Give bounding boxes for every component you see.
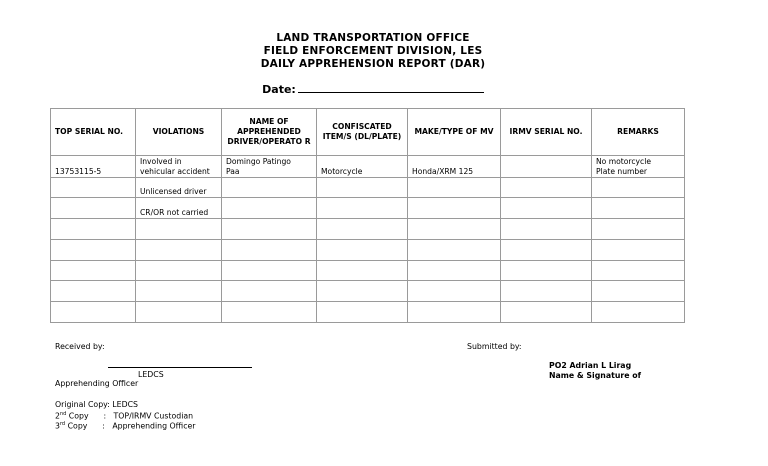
table-row (51, 260, 685, 281)
table-row (51, 219, 685, 240)
original-copy-note: Original Copy: LEDCS (55, 400, 138, 409)
cell-irmv-serial (501, 155, 592, 177)
cell-confiscated (317, 155, 408, 177)
third-copy-note: 3rd Copy : Apprehending Officer (55, 421, 196, 431)
cell-violation (136, 198, 222, 219)
table-row (51, 198, 685, 219)
cell-top-serial (51, 155, 136, 177)
date-blank-line (298, 81, 484, 93)
submitted-by-label: Submitted by: (467, 342, 522, 351)
second-copy-note: 2nd Copy : TOP/IRMV Custodian (55, 411, 194, 421)
office-title: LAND TRANSPORTATION OFFICE (276, 32, 470, 44)
header-driver-name: NAME OF APPREHENDED DRIVER/OPERATO R (222, 109, 317, 156)
make-type-value: Honda/XRM 125 (412, 166, 474, 176)
header-irmv-serial: IRMV SERIAL NO. (501, 109, 592, 156)
received-signature-line (108, 367, 252, 368)
received-by-label: Received by: (55, 342, 105, 351)
driver-name-line-2: Paa (226, 166, 240, 176)
report-header (0, 32, 746, 71)
header-top-serial: TOP SERIAL NO. (51, 109, 136, 156)
name-signature-label: Name & Signature of (549, 371, 641, 380)
ledcs-label: LEDCS (138, 370, 164, 379)
table-row (51, 281, 685, 302)
header-remarks: REMARKS (592, 109, 685, 156)
cell-make-type (408, 155, 501, 177)
remarks-line-2: Plate number (596, 166, 648, 176)
division-title: FIELD ENFORCEMENT DIVISION, LES (263, 45, 483, 57)
table-row (51, 239, 685, 260)
header-confiscated: CONFISCATED ITEM/S (DL/PLATE) (317, 109, 408, 156)
date-row (0, 81, 746, 96)
date-label: Date: (262, 83, 296, 96)
header-violations: VIOLATIONS (136, 109, 222, 156)
officer-name: PO2 Adrian L Lirag (549, 361, 632, 370)
violation-line-2: vehicular accident (140, 166, 210, 176)
table-row (51, 177, 685, 198)
cell-violation (136, 177, 222, 198)
remarks-line-1: No motorcycle (596, 156, 651, 166)
violation-value: Unlicensed driver (140, 187, 207, 197)
table-row (51, 155, 685, 177)
table-header-row (51, 109, 685, 156)
table-row (51, 302, 685, 323)
cell-violation (136, 155, 222, 177)
report-title: DAILY APPREHENSION REPORT (DAR) (260, 58, 486, 70)
header-make-type: MAKE/TYPE OF MV (408, 109, 501, 156)
apprehending-officer-label: Apprehending Officer (55, 379, 139, 388)
violation-line-1: Involved in (140, 156, 182, 166)
cell-driver-name (222, 155, 317, 177)
violation-value: CR/OR not carried (140, 208, 209, 218)
top-serial-value: 13753115-5 (55, 166, 102, 176)
cell-remarks (592, 155, 685, 177)
driver-name-line-1: Domingo Patingo (226, 156, 291, 166)
confiscated-value: Motorcycle (321, 166, 363, 176)
apprehension-table (50, 108, 685, 323)
